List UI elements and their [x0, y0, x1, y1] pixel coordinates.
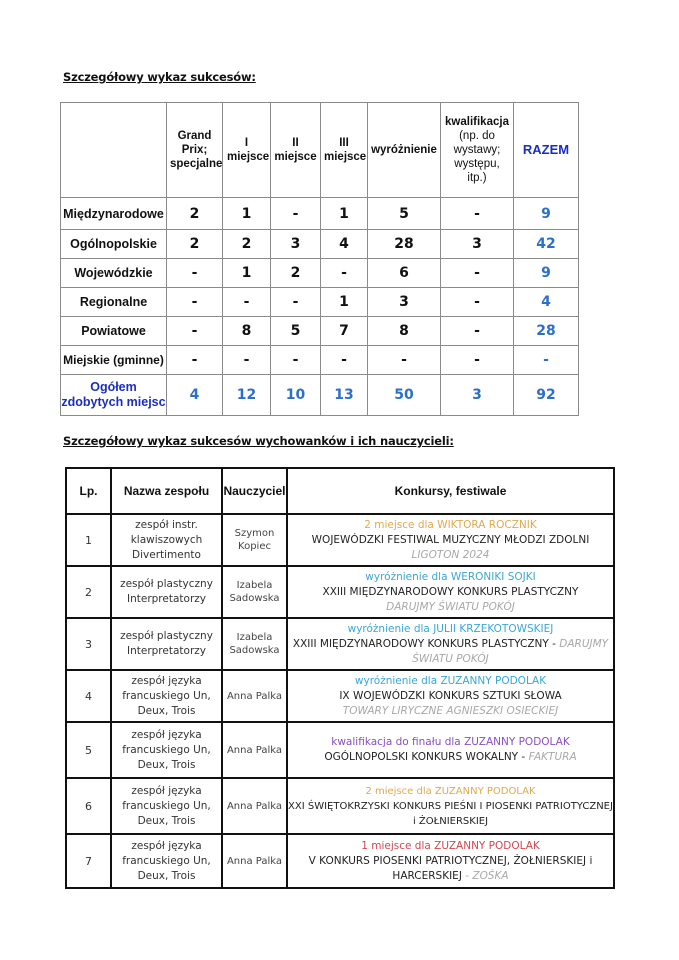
team-name: zespół plastyczny Interpretatorzy — [111, 566, 222, 618]
cell-distinction: 3 — [368, 288, 441, 317]
totals-row — [61, 375, 579, 416]
row-number: 4 — [66, 670, 111, 722]
cell-distinction: 6 — [368, 259, 441, 288]
cell-third: 1 — [321, 288, 368, 317]
cell-grand-prix: - — [167, 317, 223, 346]
table-row — [66, 514, 614, 566]
table-row — [61, 346, 579, 375]
cell-grand-prix: - — [167, 346, 223, 375]
award-text: wyróżnienie dla ZUZANNY PODOLAK — [354, 674, 547, 687]
award-text: kwalifikacja do finału dla ZUZANNY PODOLAK — [331, 736, 570, 748]
table-row — [66, 618, 614, 670]
cell-grand-prix: 2 — [167, 198, 223, 230]
teacher-name: Izabela Sadowska — [222, 618, 287, 670]
cell-third: - — [321, 346, 368, 375]
contest-subtitle: DARUJMY ŚWIATU POKÓJ — [412, 637, 609, 665]
teacher-name: Anna Palka — [222, 834, 287, 888]
row-number: 1 — [66, 514, 111, 566]
contest-cell — [287, 566, 614, 618]
table-row — [61, 230, 579, 259]
summary-header-row — [61, 103, 579, 198]
team-name: zespół języka francuskiego Un, Deux, Trois — [111, 778, 222, 834]
cell-distinction: - — [368, 346, 441, 375]
cell-qualification: - — [441, 317, 514, 346]
cell-total: 42 — [514, 230, 579, 259]
team-name: zespół języka francuskiego Un, Deux, Trois — [111, 670, 222, 722]
cell-grand-prix: 2 — [167, 230, 223, 259]
teacher-name: Anna Palka — [222, 670, 287, 722]
contest-cell — [287, 618, 614, 670]
table-row — [61, 259, 579, 288]
contest-name: XXIII MIĘDZYNARODOWY KONKURS PLASTYCZNY - — [292, 637, 560, 650]
cell-second: 3 — [271, 230, 321, 259]
header-team: Nazwa zespołu — [111, 468, 222, 514]
grand-total: 92 — [514, 375, 579, 416]
cell-qualification: - — [441, 346, 514, 375]
contest-name: XXI ŚWIĘTOKRZYSKI KONKURS PIEŚNI I PIOSENKI PATRIOTYCZNEJ i ŻOŁNIERSKIEJ — [288, 800, 613, 827]
cell-second: - — [271, 346, 321, 375]
header-first-place: I miejsce — [223, 103, 271, 198]
award-text: wyróżnienie dla WERONIKI SOJKI — [365, 570, 536, 583]
team-name: zespół instr. klawiszowych Divertimento — [111, 514, 222, 566]
cell-third: 4 — [321, 230, 368, 259]
row-number: 3 — [66, 618, 111, 670]
cell-total: 4 — [514, 288, 579, 317]
row-number: 5 — [66, 722, 111, 778]
contest-cell — [287, 722, 614, 778]
contest-subtitle: DARUJMY ŚWIATU POKÓJ — [386, 600, 515, 613]
contest-name: IX WOJEWÓDZKI KONKURS SZTUKI SŁOWA — [339, 689, 562, 702]
contest-name: XXIII MIĘDZYNARODOWY KONKURS PLASTYCZNY — [322, 585, 579, 598]
cell-third: 1 — [321, 198, 368, 230]
teacher-name: Anna Palka — [222, 778, 287, 834]
cell-second: 5 — [271, 317, 321, 346]
cell-first: 1 — [223, 259, 271, 288]
contest-subtitle: FAKTURA — [528, 751, 577, 763]
summary-table — [60, 102, 579, 416]
row-number: 7 — [66, 834, 111, 888]
cell-qualification: 3 — [441, 230, 514, 259]
table-row — [61, 288, 579, 317]
cell-second: - — [271, 288, 321, 317]
details-table — [65, 467, 615, 889]
details-heading: Szczegółowy wykaz sukcesów wychowanków i ich nauczycieli: — [63, 434, 454, 448]
header-lp: Lp. — [66, 468, 111, 514]
cell-first: - — [223, 346, 271, 375]
header-qualification-title: kwalifikacja — [445, 116, 509, 128]
header-second-place: II miejsce — [271, 103, 321, 198]
contest-name: OGÓLNOPOLSKI KONKURS WOKALNY - — [324, 751, 529, 763]
header-contests: Konkursy, festiwale — [287, 468, 614, 514]
cell-distinction: 5 — [368, 198, 441, 230]
cell-first: - — [223, 288, 271, 317]
header-grand-prix: Grand Prix; specjalne — [167, 103, 223, 198]
contest-cell — [287, 778, 614, 834]
row-label: Regionalne — [61, 288, 167, 317]
total-distinction: 50 — [368, 375, 441, 416]
details-header-row — [66, 468, 614, 514]
teacher-name: Izabela Sadowska — [222, 566, 287, 618]
cell-second: - — [271, 198, 321, 230]
award-text: 2 miejsce dla ZUZANNY PODOLAK — [365, 785, 536, 797]
teacher-name: Anna Palka — [222, 722, 287, 778]
cell-distinction: 28 — [368, 230, 441, 259]
row-label: Ogólnopolskie — [61, 230, 167, 259]
team-name: zespół plastyczny Interpretatorzy — [111, 618, 222, 670]
table-row — [66, 834, 614, 888]
summary-heading: Szczegółowy wykaz sukcesów: — [63, 70, 256, 84]
cell-distinction: 8 — [368, 317, 441, 346]
row-label: Międzynarodowe — [61, 198, 167, 230]
cell-total: 28 — [514, 317, 579, 346]
contest-name: V KONKURS PIOSENKI PATRIOTYCZNEJ, ŻOŁNIERSKIEJ i HARCERSKIEJ — [308, 854, 593, 882]
cell-qualification: - — [441, 198, 514, 230]
contest-cell — [287, 514, 614, 566]
totals-label: Ogółem zdobytych miejsc — [61, 375, 167, 416]
contest-subtitle: LIGOTON 2024 — [411, 548, 490, 561]
total-second: 10 — [271, 375, 321, 416]
contest-cell — [287, 670, 614, 722]
award-text: 2 miejsce dla WIKTORA ROCZNIK — [364, 518, 537, 531]
contest-cell — [287, 834, 614, 888]
header-qualification-sub: (np. do wystawy; występu, itp.) — [453, 130, 501, 184]
team-name: zespół języka francuskiego Un, Deux, Trois — [111, 834, 222, 888]
cell-total: - — [514, 346, 579, 375]
cell-total: 9 — [514, 198, 579, 230]
table-row — [61, 317, 579, 346]
header-distinction: wyróżnienie — [368, 103, 441, 198]
cell-qualification: - — [441, 259, 514, 288]
award-text: 1 miejsce dla ZUZANNY PODOLAK — [361, 839, 540, 852]
table-row — [66, 778, 614, 834]
contest-subtitle: TOWARY LIRYCZNE AGNIESZKI OSIECKIEJ — [342, 704, 559, 717]
header-teacher: Nauczyciel — [222, 468, 287, 514]
award-text: wyróżnienie dla JULII KRZEKOTOWSKIEJ — [347, 622, 554, 635]
header-third-place: III miejsce — [321, 103, 368, 198]
cell-third: 7 — [321, 317, 368, 346]
cell-third: - — [321, 259, 368, 288]
team-name: zespół języka francuskiego Un, Deux, Trois — [111, 722, 222, 778]
cell-grand-prix: - — [167, 288, 223, 317]
header-total: RAZEM — [514, 103, 579, 198]
total-qualification: 3 — [441, 375, 514, 416]
row-number: 2 — [66, 566, 111, 618]
row-number: 6 — [66, 778, 111, 834]
table-row — [66, 566, 614, 618]
cell-first: 2 — [223, 230, 271, 259]
table-row — [61, 198, 579, 230]
table-row — [66, 722, 614, 778]
cell-grand-prix: - — [167, 259, 223, 288]
contest-subtitle: - ZOŚKA — [461, 869, 509, 882]
cell-second: 2 — [271, 259, 321, 288]
header-blank — [61, 103, 167, 198]
total-third: 13 — [321, 375, 368, 416]
cell-total: 9 — [514, 259, 579, 288]
row-label: Wojewódzkie — [61, 259, 167, 288]
table-row — [66, 670, 614, 722]
teacher-name: Szymon Kopiec — [222, 514, 287, 566]
row-label: Miejskie (gminne) — [61, 346, 167, 375]
header-qualification — [441, 103, 514, 198]
cell-qualification: - — [441, 288, 514, 317]
total-grand-prix: 4 — [167, 375, 223, 416]
cell-first: 1 — [223, 198, 271, 230]
contest-name: WOJEWÓDZKI FESTIWAL MUZYCZNY MŁODZI ZDOLNI — [311, 533, 590, 546]
total-first: 12 — [223, 375, 271, 416]
row-label: Powiatowe — [61, 317, 167, 346]
cell-first: 8 — [223, 317, 271, 346]
